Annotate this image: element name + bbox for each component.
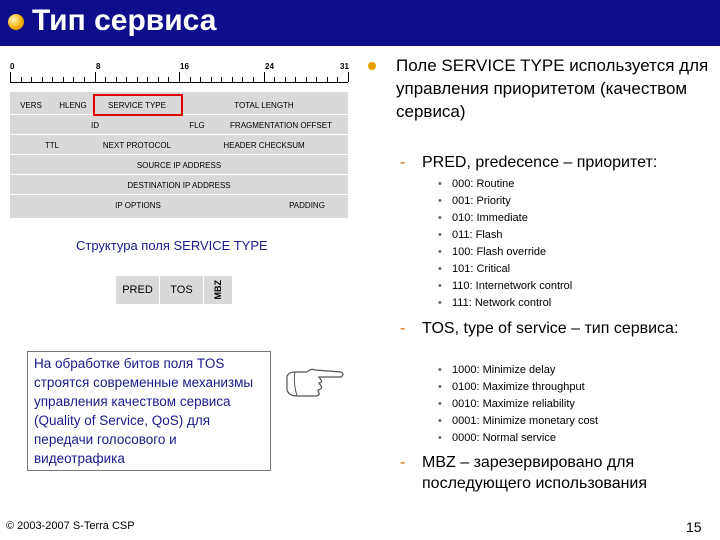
list-item: • 010: Immediate	[438, 210, 572, 227]
field-header-checksum: HEADER CHECKSUM	[223, 140, 305, 150]
ruler-tick	[95, 72, 96, 82]
bit-ruler	[10, 72, 348, 83]
ruler-tick	[63, 77, 64, 82]
ruler-tick	[158, 77, 159, 82]
bit-label: 31	[340, 62, 349, 71]
field-service-type: SERVICE TYPE	[108, 100, 166, 110]
header-row	[10, 176, 348, 194]
field-tos: TOS	[160, 276, 204, 304]
ruler-tick	[190, 77, 191, 82]
header-row	[10, 156, 348, 174]
qos-note: На обработке битов поля TOS строятся современные механизмы управления качеством сервиса (Quality of Service, QoS) для передачи голосового и видеотрафика	[27, 351, 271, 471]
field-hleng: HLENG	[59, 100, 87, 110]
list-item: • 0000: Normal service	[438, 430, 598, 447]
ruler-tick	[147, 77, 148, 82]
ruler-tick	[10, 72, 11, 82]
header-row	[10, 116, 348, 134]
page-title: Тип сервиса	[32, 4, 217, 37]
list-item: • 0010: Maximize reliability	[438, 396, 598, 413]
list-item: • 001: Priority	[438, 193, 572, 210]
service-type-highlight	[93, 94, 183, 116]
ruler-tick	[348, 72, 349, 82]
service-type-structure	[116, 276, 232, 304]
ruler-tick	[200, 77, 201, 82]
field-fragmentation-offset: FRAGMENTATION OFFSET	[230, 120, 332, 130]
row-divider	[10, 174, 348, 175]
ruler-tick	[116, 77, 117, 82]
ruler-tick	[105, 77, 106, 82]
bit-label: 16	[180, 62, 189, 71]
row-divider	[10, 194, 348, 195]
mbz-heading: MBZ – зарезервировано для последующего использования	[422, 454, 648, 492]
ruler-tick	[168, 77, 169, 82]
bit-label: 24	[265, 62, 274, 71]
field-ttl: TTL	[44, 140, 60, 150]
ruler-tick	[52, 77, 53, 82]
field-pred: PRED	[116, 276, 160, 304]
pointing-hand-icon	[285, 362, 345, 402]
title-bar	[0, 0, 720, 46]
ruler-tick	[42, 77, 43, 82]
pred-list	[438, 176, 572, 312]
ruler-tick	[253, 77, 254, 82]
row-divider	[10, 154, 348, 155]
ruler-tick	[295, 77, 296, 82]
dash-bullet-icon: -	[400, 154, 406, 171]
list-item: • 000: Routine	[438, 176, 572, 193]
ruler-tick	[264, 72, 265, 82]
tos-list	[438, 362, 598, 447]
list-item: • 100: Flash override	[438, 244, 572, 261]
field-destination-ip: DESTINATION IP ADDRESS	[127, 180, 231, 190]
header-row	[10, 196, 348, 214]
header-row	[10, 136, 348, 154]
ruler-tick	[21, 77, 22, 82]
ruler-tick	[316, 77, 317, 82]
page-number: 15	[686, 519, 702, 535]
list-item: • 0100: Maximize throughput	[438, 379, 598, 396]
main-statement: Поле SERVICE TYPE используется для управления приоритетом (качеством сервиса)	[396, 56, 709, 121]
field-mbz	[204, 276, 232, 304]
title-bullet-icon	[8, 14, 24, 30]
field-ip-options: IP OPTIONS	[115, 200, 161, 210]
list-item: • 0001: Minimize monetary cost	[438, 413, 598, 430]
field-total-length: TOTAL LENGTH	[234, 100, 294, 110]
dash-bullet-icon: -	[400, 454, 406, 471]
diagram-caption: Структура поля SERVICE TYPE	[76, 238, 268, 253]
field-padding: PADDING	[289, 200, 325, 210]
field-next-protocol: NEXT PROTOCOL	[102, 140, 172, 150]
list-item: • 1000: Minimize delay	[438, 362, 598, 379]
field-source-ip: SOURCE IP ADDRESS	[136, 160, 222, 170]
list-item: • 011: Flash	[438, 227, 572, 244]
ip-header-diagram	[8, 62, 353, 222]
field-vers: VERS	[20, 100, 42, 110]
ruler-tick	[137, 77, 138, 82]
ruler-tick	[232, 77, 233, 82]
ruler-tick	[274, 77, 275, 82]
ruler-tick	[327, 77, 328, 82]
ruler-tick	[31, 77, 32, 82]
ruler-tick	[337, 77, 338, 82]
dash-bullet-icon: -	[400, 320, 406, 337]
bullet-icon	[368, 62, 376, 70]
ruler-tick	[126, 77, 127, 82]
footer-copyright: © 2003-2007 S-Terra CSP	[6, 520, 135, 532]
bit-label: 8	[96, 62, 101, 71]
list-item: • 101: Critical	[438, 261, 572, 278]
ruler-tick	[73, 77, 74, 82]
field-mbz-label: MBZ	[213, 280, 223, 300]
field-flg: FLG	[189, 120, 205, 130]
field-id: ID	[91, 120, 99, 130]
ruler-tick	[179, 72, 180, 82]
bit-label: 0	[10, 62, 15, 71]
pred-heading: PRED, predecence – приоритет:	[422, 154, 658, 171]
row-divider	[10, 134, 348, 135]
tos-heading: TOS, type of service – тип сервиса:	[422, 320, 679, 337]
ruler-tick	[84, 77, 85, 82]
ruler-tick	[211, 77, 212, 82]
ruler-tick	[306, 77, 307, 82]
list-item: • 110: Internetwork control	[438, 278, 572, 295]
ruler-tick	[285, 77, 286, 82]
ruler-tick	[221, 77, 222, 82]
header-grid	[10, 92, 348, 218]
ruler-tick	[242, 77, 243, 82]
list-item: • 111: Network control	[438, 295, 572, 312]
